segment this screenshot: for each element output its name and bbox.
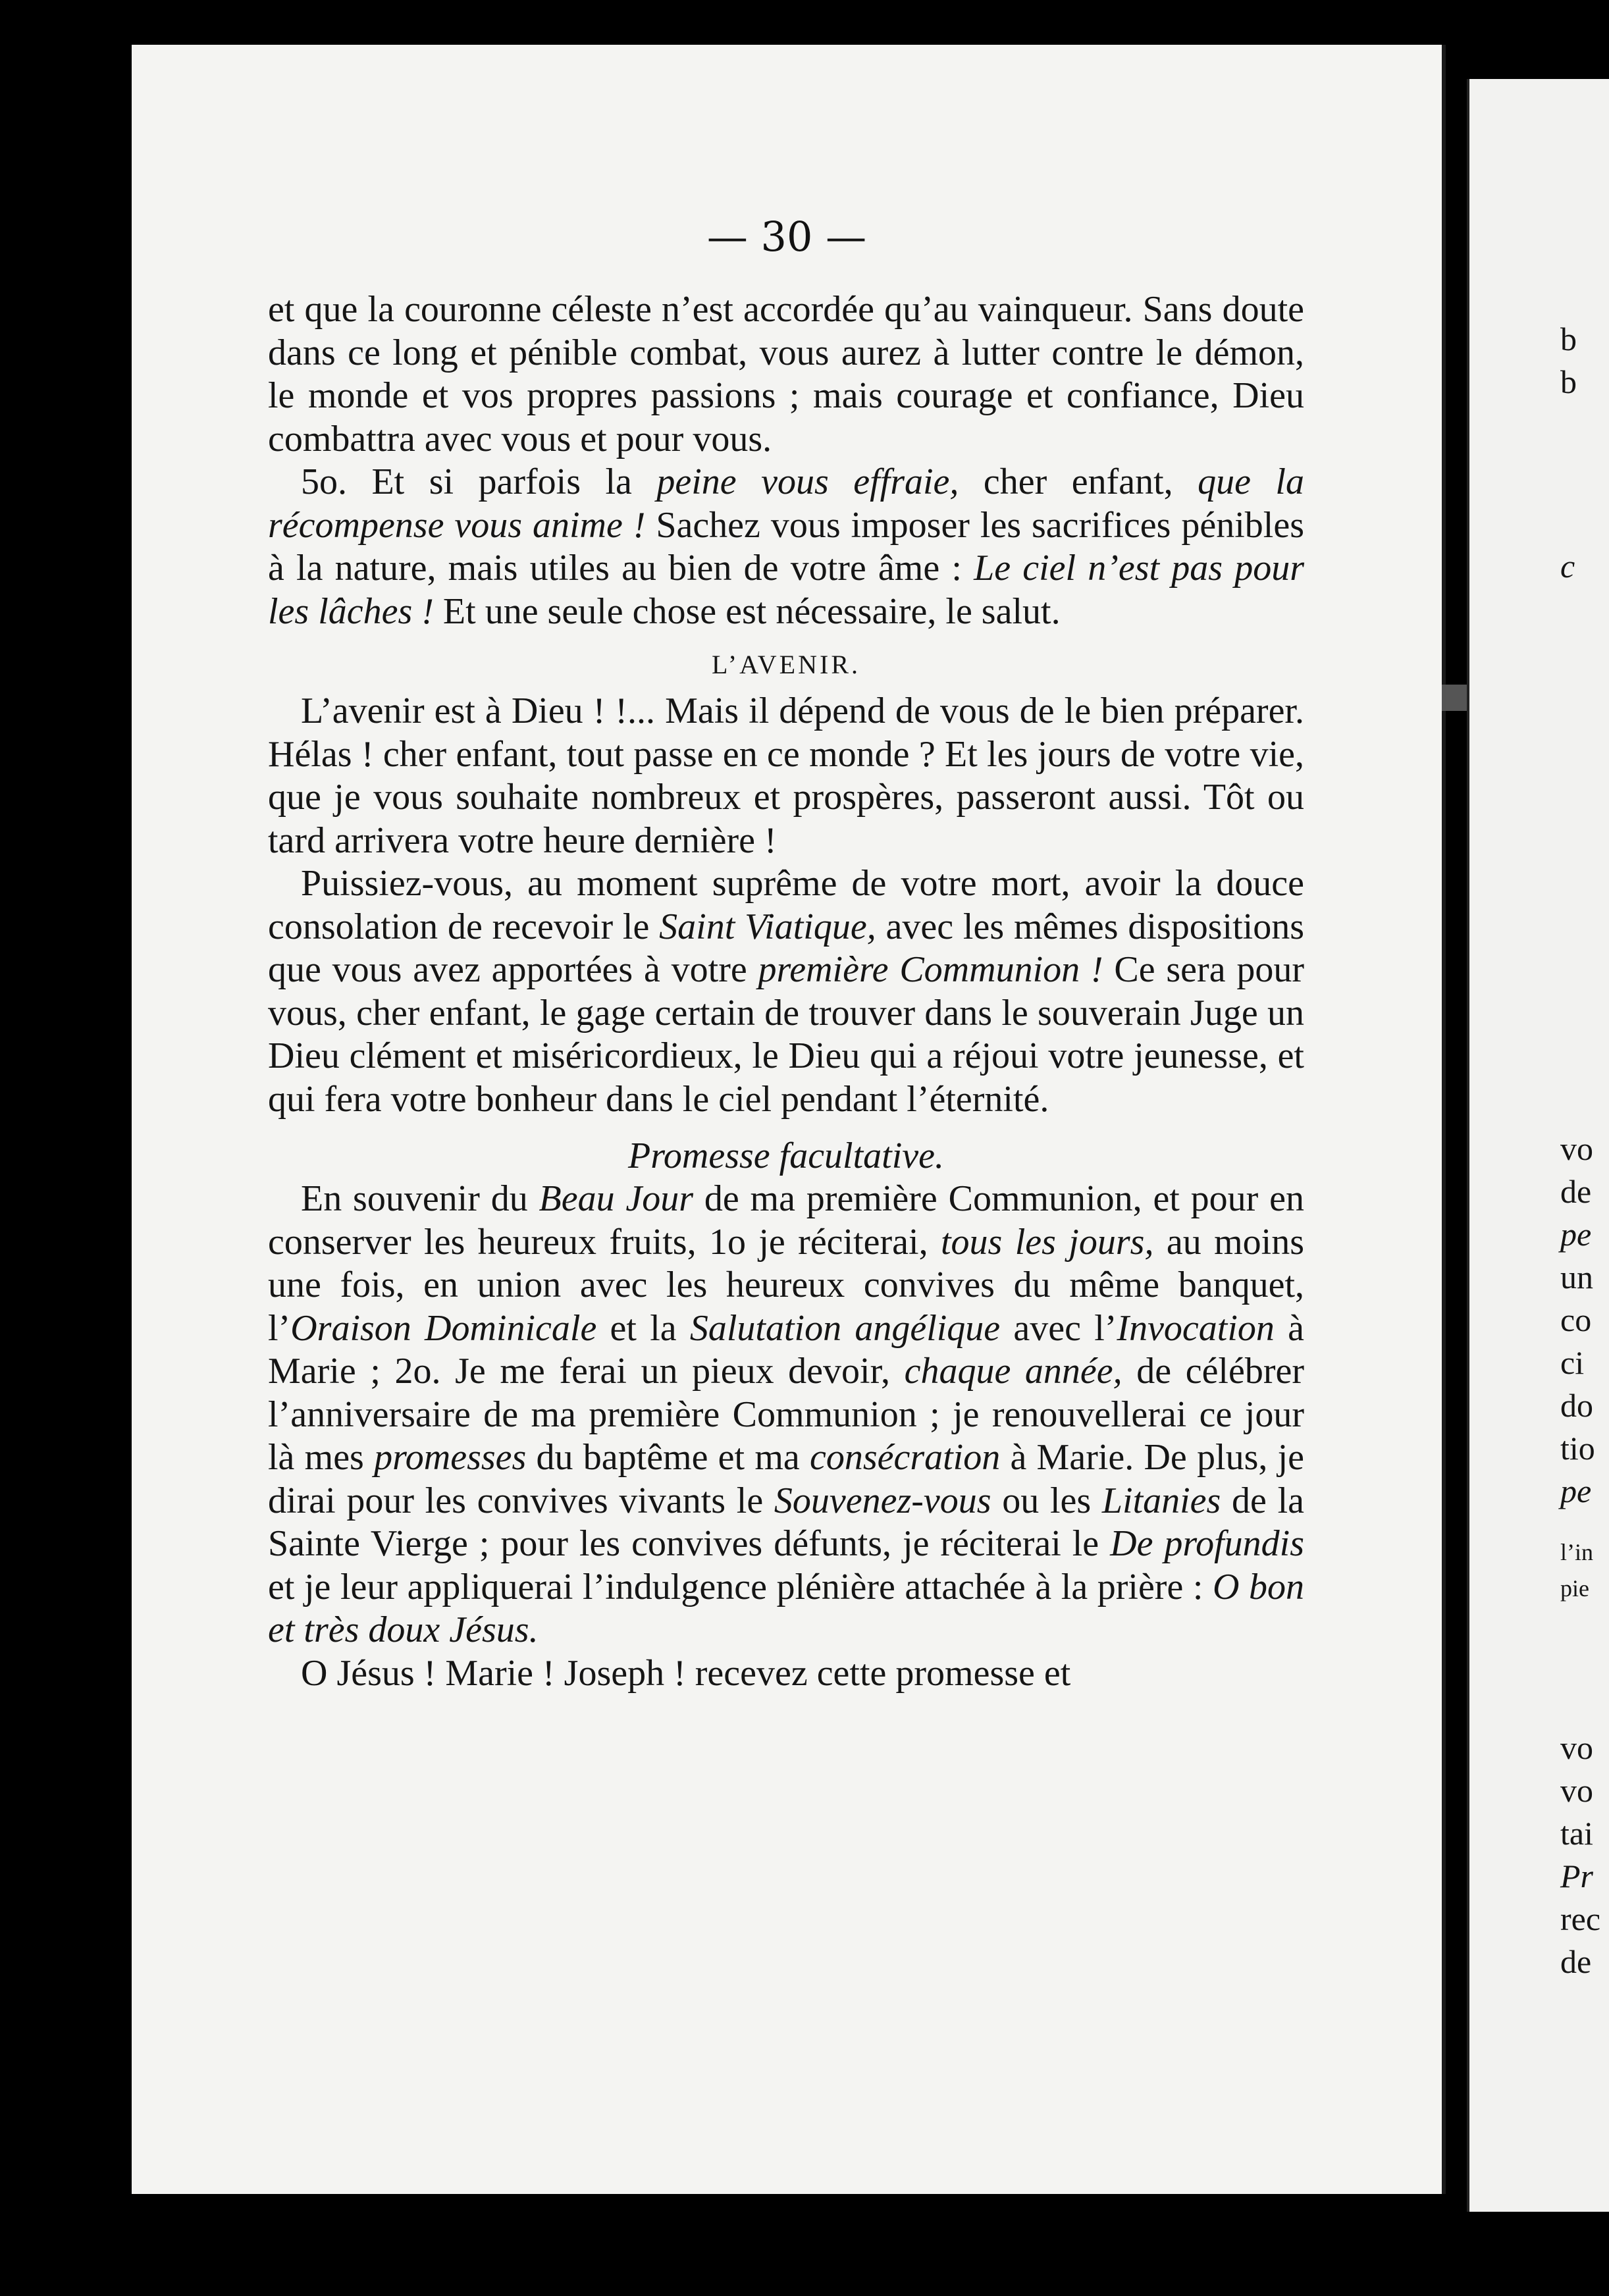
adjacent-page-fragment: tai bbox=[1560, 1815, 1593, 1852]
text-run: et que la couronne céleste n’est accordée qu’au vainqueur. Sans doute dans ce long et pénible combat, vous aurez à lutter contre le démon, le monde et vos propres passions ; mais courage et confiance, Dieu combattra avec vous et pour vous. bbox=[268, 289, 1304, 459]
text-run: du baptême et ma bbox=[526, 1437, 810, 1478]
adjacent-page-fragment: c bbox=[1560, 548, 1575, 585]
promesse-section bbox=[268, 1178, 1304, 1695]
text-run: à Marie. De plus, je dirai pour les convives vivants le bbox=[268, 1437, 1304, 1521]
italic-phrase: Oraison Dominicale bbox=[290, 1307, 597, 1349]
text-run: de ma première Communion, et pour en conserver les heureux fruits, 1o je réciterai, bbox=[268, 1178, 1304, 1263]
adjacent-page-fragment: vo bbox=[1560, 1772, 1593, 1809]
text-run: Ce sera pour vous, cher enfant, le gage certain de trouver dans le souverain Juge un Dieu clément et miséricordieux, le Dieu qui a réjoui votre jeunesse, et qui fera votre bonheur dans le ciel pendant l’éternité. bbox=[268, 949, 1304, 1120]
text-run: Puissiez-vous, au moment suprême de votre mort, avoir la douce consolation de recevoir le bbox=[268, 863, 1304, 947]
text-run: au moins une fois, en union avec les heureux convives du même banquet, l’ bbox=[268, 1221, 1304, 1349]
text-run: L’avenir est à Dieu ! !... Mais il dépend de vous de le bien préparer. Hélas ! cher enfant, tout passe en ce monde ? Et les jours de votre vie, que je vous souhaite nombreux et prospères, passeront aussi. Tôt ou tard arrivera votre heure dernière ! bbox=[268, 691, 1304, 861]
italic-phrase: Beau Jour bbox=[539, 1178, 694, 1219]
adjacent-page-fragment: ci bbox=[1560, 1344, 1585, 1381]
italic-phrase: Litanies bbox=[1101, 1480, 1221, 1521]
paragraph bbox=[268, 1178, 1304, 1652]
text-run: de la Sainte Vierge ; pour les convives défunts, je réciterai le bbox=[268, 1480, 1304, 1564]
avenir-section bbox=[268, 690, 1304, 1121]
italic-phrase: Souvenez-vous bbox=[774, 1480, 991, 1521]
adjacent-page-fragment: b bbox=[1560, 321, 1577, 357]
adjacent-page-fragment: pie bbox=[1560, 1575, 1589, 1602]
italic-phrase: que la récompense vous anime ! bbox=[268, 461, 1304, 546]
italic-phrase: Saint Viatique, bbox=[659, 906, 876, 947]
adjacent-page-fragment: l’in bbox=[1560, 1539, 1593, 1565]
text-run: O Jésus ! Marie ! Joseph ! recevez cette promesse et bbox=[301, 1652, 1071, 1694]
italic-phrase: consécration bbox=[809, 1437, 1001, 1478]
text-run: et je leur appliquerai l’indulgence plénière attachée à la prière : bbox=[268, 1566, 1213, 1607]
paragraph bbox=[268, 288, 1304, 461]
adjacent-page-fragment: vo bbox=[1560, 1130, 1593, 1167]
text-run: de célébrer l’anniversaire de ma première Communion ; je renouvellerai ce jour là mes bbox=[268, 1351, 1304, 1478]
text-run: En souvenir du bbox=[301, 1178, 539, 1219]
adjacent-page-fragment: pe bbox=[1560, 1473, 1592, 1509]
italic-phrase: peine vous effraie, bbox=[656, 461, 959, 502]
italic-phrase: Salutation angélique bbox=[689, 1307, 1001, 1349]
paragraph bbox=[268, 690, 1304, 862]
intro-section bbox=[268, 288, 1304, 633]
italic-phrase: promesses bbox=[374, 1437, 527, 1478]
italic-phrase: Le ciel n’est pas pour les lâches ! bbox=[268, 548, 1304, 632]
paragraph bbox=[268, 1652, 1304, 1696]
adjacent-page-fragment: Pr bbox=[1560, 1858, 1593, 1894]
adjacent-page-fragment: b bbox=[1560, 363, 1577, 400]
adjacent-page-fragment: tio bbox=[1560, 1430, 1595, 1467]
italic-phrase: première Communion ! bbox=[758, 949, 1103, 990]
adjacent-page-fragment: do bbox=[1560, 1387, 1593, 1424]
adjacent-page-fragment: vo bbox=[1560, 1729, 1593, 1766]
adjacent-page-fragment: un bbox=[1560, 1259, 1593, 1295]
text-run: Et une seule chose est nécessaire, le salut. bbox=[433, 590, 1061, 632]
italic-phrase: chaque année, bbox=[904, 1351, 1122, 1392]
adjacent-page-fragment: pe bbox=[1560, 1216, 1592, 1253]
book-page bbox=[132, 45, 1446, 2194]
adjacent-page-fragment: de bbox=[1560, 1173, 1592, 1210]
page-fold-shadow bbox=[1442, 685, 1467, 711]
italic-phrase: Invocation bbox=[1117, 1307, 1275, 1349]
adjacent-page-fragment: co bbox=[1560, 1301, 1592, 1338]
paragraph bbox=[268, 461, 1304, 633]
text-run: Sachez vous imposer les sacrifices pénibles à la nature, mais utiles au bien de votre âme : bbox=[268, 504, 1304, 588]
text-run: et la bbox=[596, 1307, 690, 1349]
italic-phrase: tous les jours, bbox=[940, 1221, 1154, 1263]
section-heading: L’AVENIR. bbox=[711, 650, 861, 679]
text-run: cher enfant, bbox=[959, 461, 1198, 502]
italic-phrase: O bon et très doux Jésus. bbox=[268, 1566, 1304, 1650]
page-number: — 30 — bbox=[706, 213, 867, 261]
italic-phrase: De profundis bbox=[1110, 1523, 1305, 1564]
adjacent-page-fragment: de bbox=[1560, 1943, 1592, 1980]
paragraph bbox=[268, 862, 1304, 1121]
sub-heading: Promesse facultative. bbox=[627, 1135, 945, 1176]
text-run: avec l’ bbox=[1000, 1307, 1117, 1349]
text-run: ou les bbox=[991, 1480, 1102, 1521]
adjacent-page-fragment: rec bbox=[1560, 1900, 1601, 1937]
text-run: avec les mêmes dispositions que vous avez apportées à votre bbox=[268, 906, 1305, 990]
text-run: 5o. Et si parfois la bbox=[301, 461, 657, 502]
text-run: à Marie ; 2o. Je me ferai un pieux devoir, bbox=[268, 1307, 1304, 1392]
page-body bbox=[268, 288, 1304, 1695]
